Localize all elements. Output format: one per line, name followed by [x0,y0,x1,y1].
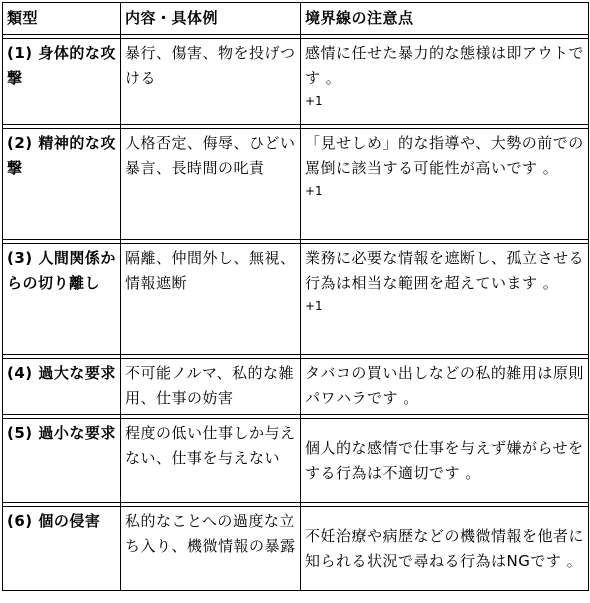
note-marker: +1 [305,94,323,108]
note-text: タバコの買い出しなどの私的雑用は原則パワハラです 。 [305,364,584,407]
type-cell: (4) 過大な要求 [3,359,121,415]
content-cell: 不可能ノルマ、私的な雑用、仕事の妨害 [121,359,301,415]
content-cell: 隔離、仲間外し、無視、情報遮断 [121,244,301,355]
note-cell [301,39,589,125]
note-cell [301,359,589,415]
header-row [3,3,589,35]
note-cell [301,507,589,591]
type-cell: (2) 精神的な攻撃 [3,129,121,240]
table-row [3,507,589,591]
table-row [3,39,589,125]
type-cell: (5) 過小な要求 [3,419,121,503]
note-text: 個人的な感情で仕事を与えず嫌がらせをする行為は不適切です 。 [305,438,584,482]
note-cell [301,419,589,503]
content-cell: 程度の低い仕事しか与えない、仕事を与えない [121,419,301,503]
note-text: 感情に任せた暴力的な態様は即アウトです 。 [305,44,585,87]
note-cell [301,129,589,240]
content-cell: 私的なことへの過度な立ち入り、機微情報の暴露 [121,507,301,591]
note-text: 業務に必要な情報を遮断し、孤立させる行為は相当な範囲を超えています 。 [305,249,585,292]
type-cell: (1) 身体的な攻撃 [3,39,121,125]
table-row [3,359,589,415]
table-row [3,244,589,355]
content-cell: 人格否定、侮辱、ひどい暴言、長時間の叱責 [121,129,301,240]
harassment-types-table [2,2,589,591]
type-cell: (6) 個の侵害 [3,507,121,591]
note-text: 「見せしめ」的な指導や、大勢の前での罵倒に該当する可能性が高いです 。 [305,134,584,177]
note-cell [301,244,589,355]
table-row [3,129,589,240]
note-marker: +1 [305,184,323,198]
type-cell: (3) 人間関係からの切り離し [3,244,121,355]
header-type: 類型 [3,3,121,35]
table-row [3,419,589,503]
content-cell: 暴行、傷害、物を投げつける [121,39,301,125]
header-content: 内容・具体例 [121,3,301,35]
note-marker: +1 [305,299,323,313]
header-note: 境界線の注意点 [301,3,589,35]
note-text: 不妊治療や病歴などの機微情報を他者に知られる状況で尋ねる行為はNGです 。 [305,526,585,570]
